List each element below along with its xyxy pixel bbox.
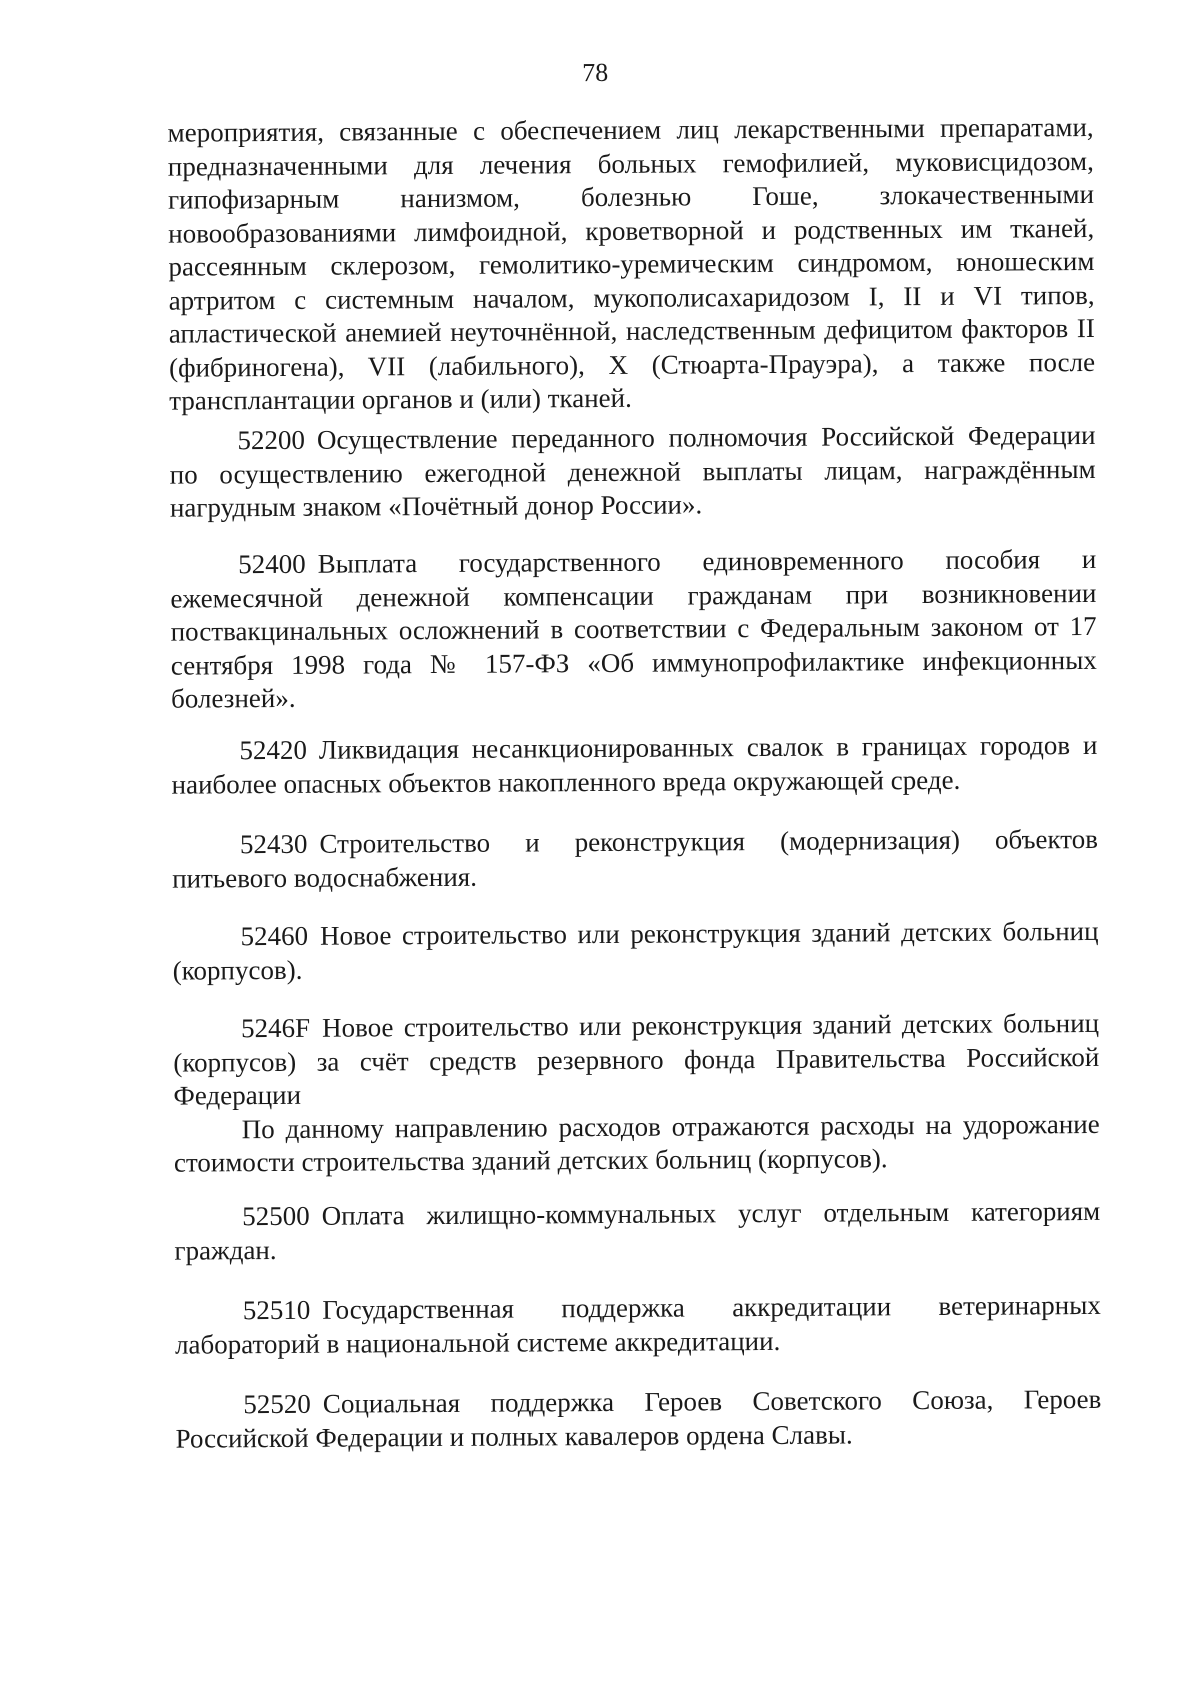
entry-code: 52460 bbox=[240, 920, 309, 952]
entry-text: Новое строительство или реконструкция зданий детских больниц (корпусов). bbox=[172, 915, 1099, 986]
entry-code: 52510 bbox=[242, 1294, 311, 1326]
entry-code: 52500 bbox=[242, 1200, 310, 1232]
entry-text: Социальная поддержка Героев Советского Союза, Героев Российской Федерации и полных кавалеров ордена Славы. bbox=[175, 1383, 1102, 1454]
entry-text: Ликвидация несанкционированных свалок в границах городов и наиболее опасных объектов накопленного вреда окружающей среде. bbox=[171, 729, 1098, 800]
page-number: 78 bbox=[582, 57, 609, 88]
entry-52510 bbox=[175, 1289, 1101, 1362]
entry-code: 52200 bbox=[237, 424, 306, 456]
entry-text: Новое строительство или реконструкция зданий детских больниц (корпусов) за счёт средств резервного фонда Правительства Российской Федерации bbox=[173, 1007, 1100, 1111]
entry-52520 bbox=[175, 1383, 1101, 1456]
entry-52420 bbox=[171, 729, 1097, 802]
entry-code: 52420 bbox=[239, 734, 307, 766]
entry-code: 52400 bbox=[238, 548, 306, 580]
entry-52400 bbox=[170, 543, 1097, 716]
entry-5246F bbox=[173, 1007, 1100, 1180]
entry-text: Выплата государственного единовременного пособия и ежемесячной денежной компенсации гражданам при возникновении поствакцинальных осложнений в соответствии с Федеральным законом от 17 сентября 1998 года № 157-ФЗ «Об иммунопрофилактике инфекционных болезней». bbox=[170, 543, 1097, 714]
entry-52500 bbox=[174, 1195, 1100, 1268]
continuation-paragraph bbox=[168, 111, 1096, 418]
entry-52200 bbox=[169, 419, 1096, 525]
entry-text: Строительство и реконструкция (модернизация) объектов питьевого водоснабжения. bbox=[172, 823, 1099, 894]
entry-text: Осуществление переданного полномочия Российской Федерации по осуществлению ежегодной денежной выплаты лицам, награждённым нагрудным знаком «Почётный донор России». bbox=[169, 419, 1096, 523]
entry-code: 52430 bbox=[239, 828, 308, 860]
entry-text: Государственная поддержка аккредитации ветеринарных лабораторий в национальной системе аккредитации. bbox=[174, 1289, 1101, 1360]
entry-code: 52520 bbox=[243, 1388, 311, 1420]
continuation-text: мероприятия, связанные с обеспечением лиц лекарственными препаратами, предназначенными для лечения больных гемофилией, муковисцидозом, гипофизарным нанизмом, болезнью Гоше, злокачественными новообразованиями лимфоидной, кроветворной и родственных им тканей, рассеянным склерозом, гемолитико-уремическим синдромом, юношеским артритом с системным началом, мукополисахаридозом I, II и VI типов, апластической анемией неуточнённой, наследственным дефицитом факторов II (фибриногена), VII (лабильного), X (Стюарта-Прауэра), а также после трансплантации органов и (или) тканей. bbox=[167, 111, 1096, 416]
entry-text: Оплата жилищно-коммунальных услуг отдельным категориям граждан. bbox=[174, 1195, 1101, 1266]
entry-note: По данному направлению расходов отражаются расходы на удорожание стоимости строительства зданий детских больниц (корпусов). bbox=[173, 1108, 1100, 1178]
entry-52430 bbox=[172, 823, 1098, 896]
entry-code: 5246F bbox=[240, 1012, 311, 1044]
entry-52460 bbox=[172, 915, 1098, 988]
